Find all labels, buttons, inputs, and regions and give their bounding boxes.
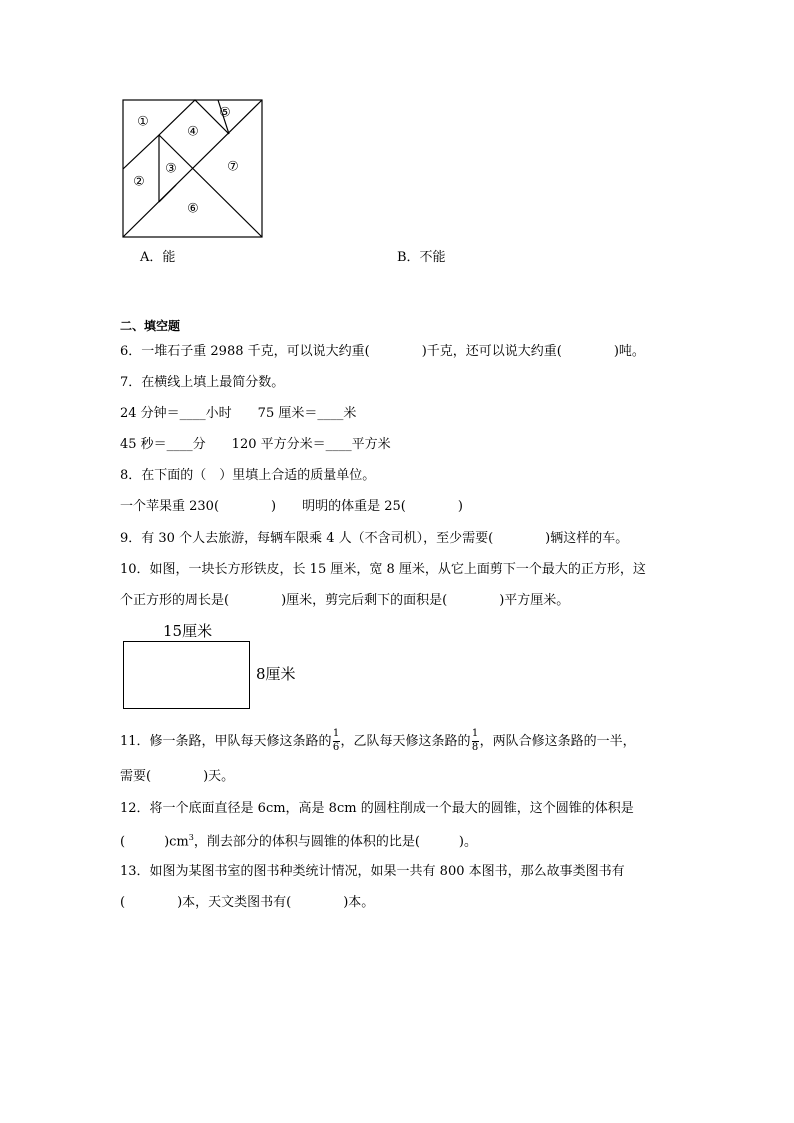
fraction-denominator: 6 xyxy=(332,741,340,753)
tangram-label-1: ① xyxy=(137,114,149,130)
tangram-label-6: ⑥ xyxy=(187,201,199,217)
question-10-line2: 个正方形的周长是( )厘米，剪完后剩下的面积是( )平方厘米。 xyxy=(120,593,570,608)
tangram-piece-edge-3 xyxy=(159,185,176,202)
question-11-part2: ，乙队每天修这条路的 xyxy=(340,733,471,749)
option-a[interactable]: A．能 xyxy=(140,250,176,265)
question-11-part3: ，两队合修这条路的一半， xyxy=(479,733,636,749)
tangram-label-5: ⑤ xyxy=(219,105,231,121)
tangram-piece-edge-2 xyxy=(123,135,159,202)
tangram-label-4: ④ xyxy=(187,124,199,140)
question-12-line2 xyxy=(120,834,477,848)
fraction-denominator: 8 xyxy=(471,741,479,753)
question-11-line1 xyxy=(120,727,636,755)
question-7-stem: 7．在横线上填上最简分数。 xyxy=(120,375,285,390)
fraction-numerator: 1 xyxy=(332,728,340,739)
question-6: 6．一堆石子重 2988 千克，可以说大约重( )千克，还可以说大约重( )吨。 xyxy=(120,344,645,359)
section-title: 二、填空题 xyxy=(120,319,181,333)
tangram-label-7: ⑦ xyxy=(227,159,239,175)
question-11-part1: 11．修一条路，甲队每天修这条路的 xyxy=(120,733,332,749)
tangram-label-3: ③ xyxy=(165,161,177,177)
fraction-one-sixth xyxy=(333,729,340,753)
question-8-row1: 一个苹果重 230( ) 明明的体重是 25( ) xyxy=(120,499,463,514)
question-12-line2-b: ，削去部分的体积与圆锥的体积的比是( )。 xyxy=(193,834,478,850)
tangram-figure xyxy=(120,97,266,240)
question-12-line1: 12．将一个底面直径是 6cm，高是 8cm 的圆柱削成一个最大的圆锥，这个圆锥的体积是 xyxy=(120,801,634,816)
question-8-stem: 8．在下面的（ ）里填上合适的质量单位。 xyxy=(120,468,376,483)
option-b[interactable]: B．不能 xyxy=(397,250,446,265)
question-9: 9．有 30 个人去旅游，每辆车限乘 4 人（不含司机），至少需要( )辆这样的车。 xyxy=(120,531,629,546)
rect-width-label: 8厘米 xyxy=(256,665,296,683)
question-7-row2: 45 秒＝____分 120 平方分米＝____平方米 xyxy=(120,437,391,452)
iron-sheet-rectangle xyxy=(123,641,250,709)
question-7-row1: 24 分钟＝____小时 75 厘米＝____米 xyxy=(120,406,357,421)
question-12-line2-a: ( )cm xyxy=(120,834,189,850)
rect-length-label: 15厘米 xyxy=(163,622,213,640)
question-10-line1: 10．如图，一块长方形铁皮，长 15 厘米，宽 8 厘米，从它上面剪下一个最大的正方形，这 xyxy=(120,562,646,577)
cubic-superscript: 3 xyxy=(188,833,194,842)
question-13-line1: 13．如图为某图书室的图书种类统计情况，如果一共有 800 本图书，那么故事类图书有 xyxy=(120,864,625,879)
fraction-numerator: 1 xyxy=(471,728,479,739)
tangram-label-2: ② xyxy=(133,174,145,190)
question-11-line2: 需要( )天。 xyxy=(120,769,235,784)
fraction-one-eighth xyxy=(472,729,479,753)
question-13-line2: ( )本，天文类图书有( )本。 xyxy=(120,895,375,910)
